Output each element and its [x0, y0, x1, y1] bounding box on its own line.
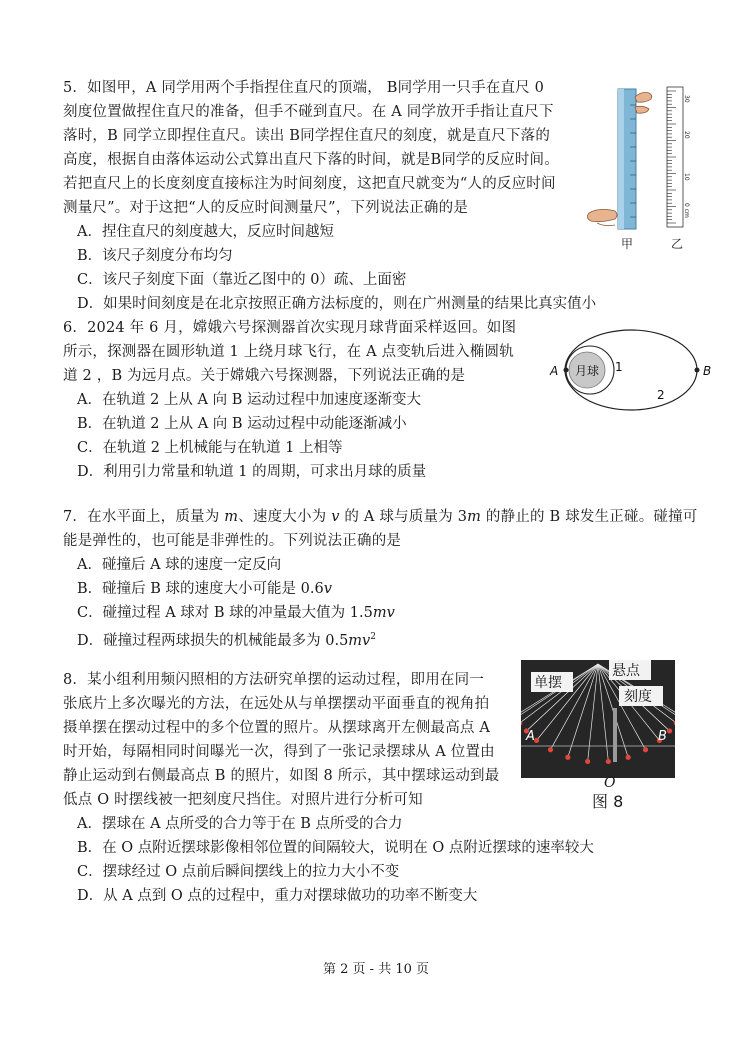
q8-option-a: A．摆球在 A 点所受的合力等于在 B 点所受的合力 [77, 816, 403, 832]
q8-line-5: 静止运动到右侧最高点 B 的照片，如图 8 所示，其中摆球运动到最 [63, 768, 500, 784]
q7-line-2: 能是弹性的，也可能是非弹性的。下列说法正确的是 [63, 533, 402, 549]
q5-line-6: 测量尺”。对于这把“人的反应时间测量尺”，下列说法正确的是 [63, 200, 469, 216]
q5-option-d: D．如果时间刻度是在北京按照正确方法标度的，则在广州测量的结果比真实值小 [77, 296, 597, 312]
q5-ruler-figure [585, 85, 695, 255]
q5-line-1: 5．如图甲，A 同学用两个手指捏住直尺的顶端， B同学用一只手在直尺 0 [63, 80, 545, 96]
label-scale: 刻度 [624, 689, 652, 705]
q5-option-b: B．该尺子刻度分布均匀 [77, 248, 233, 264]
point-b-label: B [703, 364, 712, 378]
q8-option-d: D．从 A 点到 O 点的过程中，重力对摆球做功的功率不断变大 [77, 888, 478, 904]
pendulum-ball [548, 747, 553, 752]
label-o: O [604, 775, 616, 791]
pendulum-photo [521, 660, 675, 778]
q5-line-4: 高度，根据自由落体运动公式算出直尺下落的时间，就是B同学的反应时间。 [63, 152, 559, 168]
q7-line-1: 7．在水平面上，质量为 m、速度大小为 v 的 A 球与质量为 3m 的静止的 B 球发生正碰。碰撞可 [63, 509, 698, 525]
q8-line-2: 张底片上多次曝光的方法，在远处从与单摆摆动平面垂直的视角拍 [63, 696, 490, 712]
q5-line-2: 刻度位置做捏住直尺的准备，但手不碰到直尺。在 A 同学放开手指让直尺下 [63, 104, 554, 120]
q6-orbit-figure [545, 325, 715, 420]
q8-line-1: 8．某小组利用频闪照相的方法研究单摆的运动过程，即用在同一 [63, 672, 485, 688]
ruler-tick-0: 0 cm [683, 203, 690, 218]
moon-label: 月球 [575, 364, 600, 378]
q6-option-a: A．在轨道 2 上从 A 向 B 运动过程中加速度逐渐变大 [77, 392, 421, 408]
q8-line-3: 摄单摆在摆动过程中的多个位置的照片。从摆球离开左侧最高点 A [63, 720, 491, 736]
pendulum-ball [667, 728, 672, 733]
pendulum-ball [643, 747, 648, 752]
point-a-label: A [550, 364, 559, 378]
label-a: A [526, 729, 535, 744]
fig-label-jia: 甲 [621, 237, 634, 251]
q6-option-d: D．利用引力常量和轨道 1 的周期，可求出月球的质量 [77, 464, 427, 480]
label-pendulum: 单摆 [534, 675, 562, 691]
q8-line-4: 时开始，每隔相同时间曝光一次，得到了一张记录摆球从 A 位置由 [63, 744, 495, 760]
q6-line-3: 道 2 ，B 为远月点。关于嫦娥六号探测器，下列说法正确的是 [63, 368, 466, 384]
page-footer: 第 2 页 - 共 10 页 [323, 962, 429, 977]
figure-8-caption: 图 8 [592, 792, 624, 811]
pendulum-ball [626, 755, 631, 760]
q8-option-b: B．在 O 点附近摆球影像相邻位置的间隔较大，说明在 O 点附近摆球的速率较大 [77, 840, 594, 856]
ruler-tick-10: 10 [683, 173, 690, 181]
pendulum-ball [606, 759, 611, 764]
q7-option-a: A．碰撞后 A 球的速度一定反向 [77, 557, 282, 573]
ruler-tick-20: 20 [683, 131, 690, 139]
ruler-tick-30: 30 [683, 95, 690, 103]
label-b: B [658, 729, 667, 744]
q6-line-2: 所示，探测器在圆形轨道 1 上绕月球飞行，在 A 点变轨后进入椭圆轨 [63, 344, 514, 360]
q6-line-1: 6．2024 年 6 月，嫦娥六号探测器首次实现月球背面采样返回。如图 [63, 320, 517, 336]
q6-option-c: C．在轨道 2 上机械能与在轨道 1 上相等 [77, 440, 343, 456]
q5-line-3: 落时，B 同学立即捏住直尺。读出 B同学捏住直尺的刻度，就是直尺下落的 [63, 128, 551, 144]
pendulum-ball [565, 755, 570, 760]
q7-option-c: C．碰撞过程 A 球对 B 球的冲量最大值为 1.5mv [77, 605, 395, 621]
pendulum-ball [585, 759, 590, 764]
label-pivot: 悬点 [612, 663, 640, 679]
orbit-1-label: 1 [615, 360, 623, 374]
q7-option-b: B．碰撞后 B 球的速度大小可能是 0.6v [77, 581, 332, 597]
q5-option-a: A．捏住直尺的刻度越大，反应时间越短 [77, 224, 334, 240]
q8-line-6: 低点 O 时摆线被一把刻度尺挡住。对照片进行分析可知 [63, 792, 423, 808]
q7-option-d: D．碰撞过程两球损失的机械能最多为 $0.5mv^2$ [77, 632, 376, 649]
q6-option-b: B．在轨道 2 上从 A 向 B 运动过程中动能逐渐减小 [77, 416, 407, 432]
fig-label-yi: 乙 [671, 237, 684, 251]
q5-option-c: C．该尺子刻度下面（靠近乙图中的 0）疏、上面密 [77, 272, 407, 288]
orbit-2-label: 2 [657, 388, 665, 402]
q5-line-5: 若把直尺上的长度刻度直接标注为时间刻度，这把直尺就变为“人的反应时间 [63, 176, 556, 192]
q8-option-c: C．摆球经过 O 点前后瞬间摆线上的拉力大小不变 [77, 864, 400, 880]
